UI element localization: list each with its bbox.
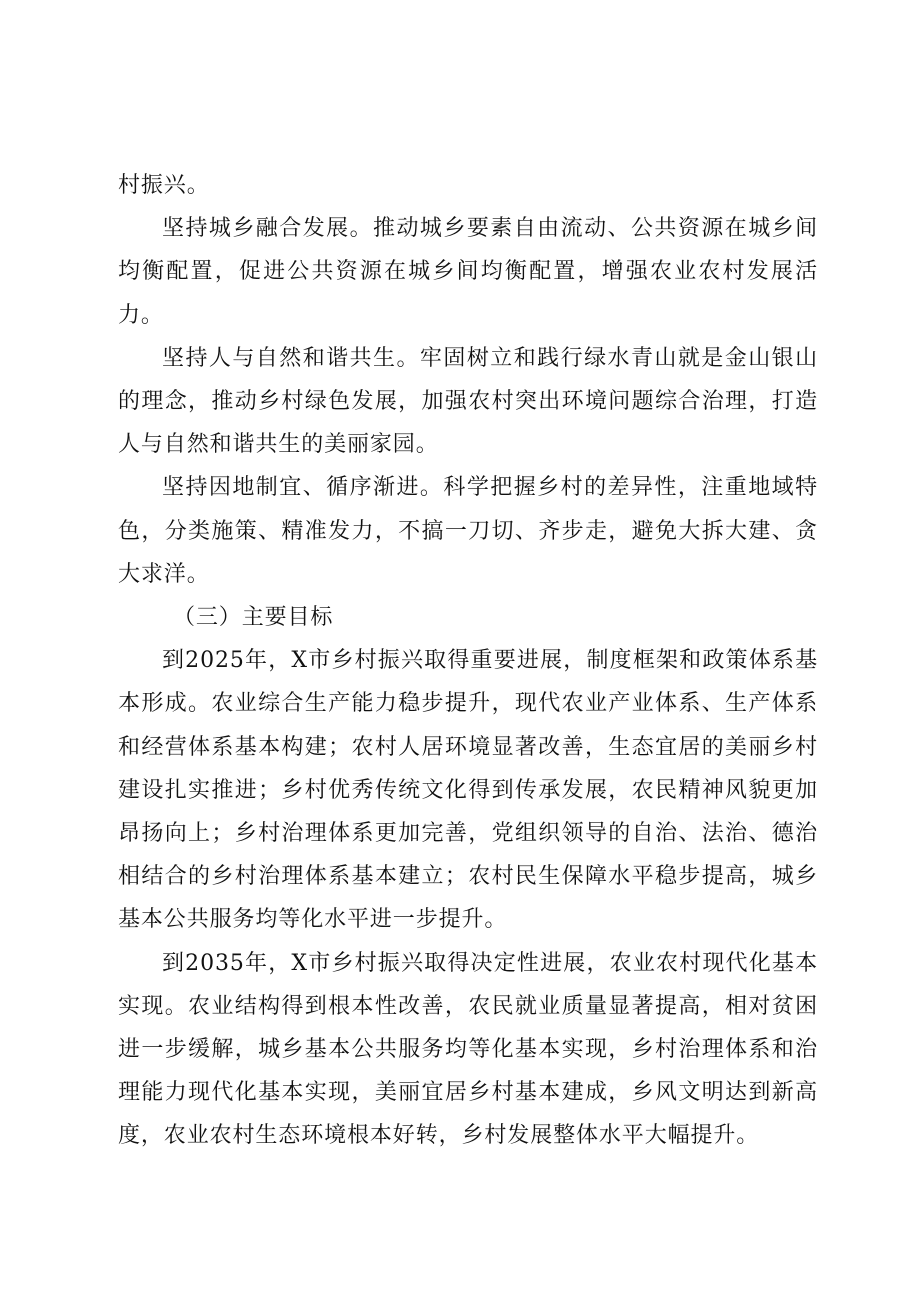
section-heading-main-goals: （三）主要目标 [173,605,334,631]
paragraph-goal-2025: 到2025年，X市乡村振兴取得重要进展，制度框架和政策体系基本形成。农业综合生产能力稳步提升，现代农业产业体系、生产体系和经营体系基本构建；农村人居环境显著改善，生态宜居的美丽乡村建设扎实推进；乡村优秀传统文化得到传承发展，农民精神风貌更加昂扬向上；乡村治理体系更加完善，党组织领导的自治、法治、德治相结合的乡村治理体系基本建立；农村民生保障水平稳步提高，城乡基本公共服务均等化水平进一步提升。 [118,648,818,933]
paragraph-goal-2035: 到2035年，X市乡村振兴取得决定性进展，农业农村现代化基本实现。农业结构得到根本性改善，农民就业质量显著提高，相对贫困进一步缓解，城乡基本公共服务均等化基本实现，乡村治理体系和治理能力现代化基本实现，美丽宜居乡村基本建成，乡风文明达到新高度，农业农村生态环境根本好转，乡村发展整体水平大幅提升。 [118,950,818,1149]
paragraph-urban-rural-integration: 坚持城乡融合发展。推动城乡要素自由流动、公共资源在城乡间均衡配置，促进公共资源在城乡间均衡配置，增强农业农村发展活力。 [118,216,818,328]
paragraph-continuation: 村振兴。 [118,173,210,198]
paragraph-harmony-with-nature: 坚持人与自然和谐共生。牢固树立和践行绿水青山就是金山银山的理念，推动乡村绿色发展，加强农村突出环境问题综合治理，打造人与自然和谐共生的美丽家园。 [118,345,818,458]
paragraph-local-conditions: 坚持因地制宜、循序渐进。科学把握乡村的差异性，注重地域特色，分类施策、精准发力，不搞一刀切、齐步走，避免大拆大建、贪大求洋。 [118,475,818,587]
document-page [118,164,818,1158]
